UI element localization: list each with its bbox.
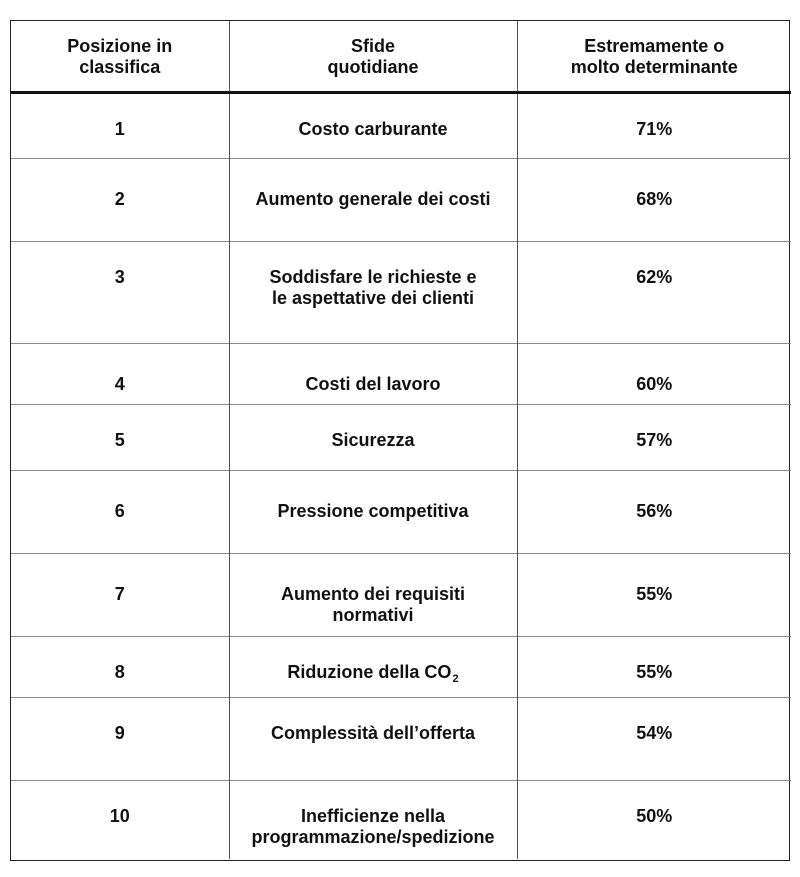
rank-cell: 9	[11, 697, 229, 780]
challenge-cell: Sicurezza	[229, 404, 517, 470]
challenge-cell: Aumento dei requisiti normativi	[229, 553, 517, 636]
table-header-row	[11, 21, 791, 92]
rank-cell: 7	[11, 553, 229, 636]
value-cell: 50%	[517, 780, 791, 859]
challenge-cell: Pressione competitiva	[229, 470, 517, 553]
challenge-cell: Riduzione della $CO_2$	[229, 636, 517, 697]
table-row	[11, 343, 791, 404]
rank-cell: 4	[11, 343, 229, 404]
value-cell: 55%	[517, 553, 791, 636]
table-row	[11, 92, 791, 158]
rank-cell: 1	[114, 118, 125, 139]
challenge-cell: Complessità dell’offerta	[229, 697, 517, 780]
rank-cell: 3	[11, 241, 229, 343]
challenge-cell: Aumento generale dei costi	[229, 158, 517, 241]
value-cell: 55%	[517, 636, 791, 697]
table-row	[11, 158, 791, 241]
challenge-cell: Costi del lavoro	[229, 343, 517, 404]
challenge-cell: Inefficienze nella programmazione/spedizione	[229, 780, 517, 859]
ranking-table	[11, 21, 791, 859]
value-cell: 71%	[517, 92, 791, 158]
value-cell: 62%	[517, 241, 791, 343]
challenge-cell: Soddisfare le richieste e le aspettative dei clienti	[229, 241, 517, 343]
header-challenge: Sfide quotidiane	[229, 21, 517, 92]
header-importance: Estremamente o molto determinante	[517, 21, 791, 92]
table-row	[11, 470, 791, 553]
value-cell: 60%	[517, 343, 791, 404]
rank-cell: 5	[11, 404, 229, 470]
table-row	[11, 241, 791, 343]
co2-subscript: 2	[452, 672, 459, 685]
rank-cell: 2	[11, 158, 229, 241]
rank-cell: 10	[11, 780, 229, 859]
value-cell: 57%	[517, 404, 791, 470]
table-row	[11, 553, 791, 636]
value-cell: 54%	[517, 697, 791, 780]
table-row	[11, 404, 791, 470]
ranking-table-frame	[10, 20, 790, 861]
rank-cell: 6	[11, 470, 229, 553]
challenge-cell: Costo carburante	[229, 92, 517, 158]
header-rank: Posizione in classifica	[11, 21, 229, 92]
value-cell: 56%	[517, 470, 791, 553]
value-cell: 68%	[517, 158, 791, 241]
table-row	[11, 636, 791, 697]
table-row	[11, 697, 791, 780]
rank-cell: 8	[11, 636, 229, 697]
table-row	[11, 780, 791, 859]
